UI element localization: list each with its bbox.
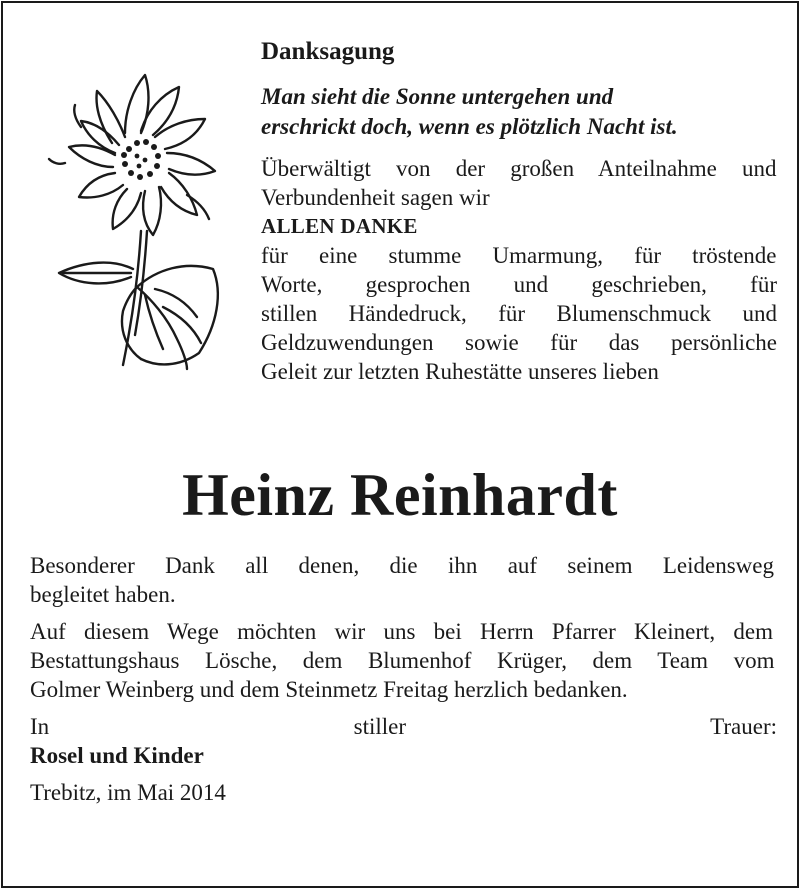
thanks-line-text: für eine stumme Umarmung, für tröstende <box>261 243 777 268</box>
motto <box>261 82 779 142</box>
acknowledgement-line: Golmer Weinberg und dem Steinmetz Freitag herzlich bedanken. <box>30 677 628 702</box>
thanks-line: Geleit zur letzten Ruhestätte unseres lieben <box>261 359 659 384</box>
thanks-line: Worte, gesprochen und geschrieben, für <box>261 272 777 297</box>
body-text <box>30 551 778 815</box>
deceased-name: Heinz Reinhardt <box>182 462 618 528</box>
sunflower-icon <box>37 63 237 373</box>
thanks-line: Geldzuwendungen sowie für das persönliche <box>261 330 777 355</box>
page-title: Danksagung <box>261 38 395 65</box>
acknowledgement-line: Auf diesem Wege möchten wir uns bei Herrn Pfarrer Kleinert, dem <box>30 619 773 644</box>
mourning-label: In stiller Trauer: <box>30 714 777 739</box>
special-thanks-line: Besonderer Dank all denen, die ihn auf seinem Leidensweg <box>30 553 774 578</box>
thanks-line: stillen Händedruck, für Blumenschmuck und <box>261 301 777 326</box>
special-thanks <box>30 551 778 609</box>
intro-text <box>261 154 779 212</box>
motto-line: erschrickt doch, wenn es plötzlich Nacht ist. <box>261 114 678 139</box>
intro-line: Verbundenheit sagen wir <box>261 185 490 210</box>
allen-danke: ALLEN DANKE <box>261 214 418 238</box>
signatories: Rosel und Kinder <box>30 743 204 768</box>
acknowledgements <box>30 617 778 704</box>
motto-line: Man sieht die Sonne untergehen und <box>261 84 614 109</box>
special-thanks-line: begleitet haben. <box>30 582 176 607</box>
acknowledgement-line: Bestattungshaus Lösche, dem Blumenhof Krüger, dem Team vom <box>30 648 775 673</box>
thanks-line <box>261 241 779 270</box>
obituary-notice <box>3 3 797 886</box>
right-column <box>261 37 779 386</box>
thanks-text <box>261 241 779 386</box>
signature-block <box>30 712 778 770</box>
place-date: Trebitz, im Mai 2014 <box>30 780 226 805</box>
intro-line: Überwältigt von der großen Anteilnahme und <box>261 156 777 181</box>
notice-border <box>1 1 799 888</box>
